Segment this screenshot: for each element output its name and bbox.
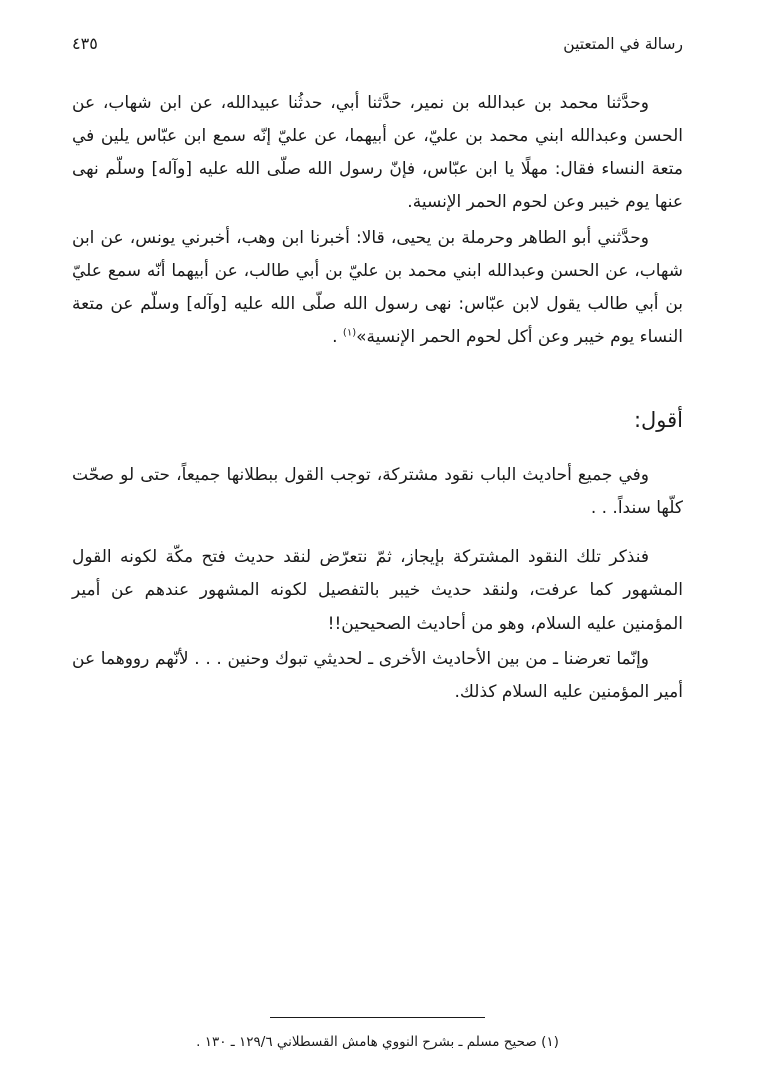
footnote-text: (١) صحيح مسلم ـ بشرح النووي هامش القسطلاني ١٢٩/٦ ـ ١٣٠ .	[196, 1034, 559, 1051]
footnote-area	[72, 1017, 683, 1054]
paragraph: فنذكر تلك النقود المشتركة بإيجاز، ثمّ نتعرّض لنقد حديث فتح مكّة لكونه القول المشهور كما عرفت، ولنقد حديث خيبر بالتفصيل لكونه المشهور عندهم عن أمير المؤمنين عليه السلام، وهو من أحاديث الصحيحين!!	[72, 547, 683, 634]
paragraph: وإنّما تعرضنا ـ من بين الأحاديث الأخرى ـ لحديثي تبوك وحنين . . . لأنّهم رووهما عن أمير المؤمنين عليه السلام كذلك.	[72, 648, 683, 702]
paragraph-text: وحدَّثني أبو الطاهر وحرملة بن يحيى، قالا: أخبرنا ابن وهب، أخبرني يونس، عن ابن شهاب، عن الحسن وعبدالله ابني محمد بن عليّ بن أبي طالب، عن أبيهما أنّه سمع عليّ بن أبي طالب يقول لابن عبّاس: نهى رسول الله صلّى الله عليه [وآله] وسلّم عن متعة النساء يوم خيبر وعن أكل لحوم الحمر الإنسية»	[72, 227, 683, 347]
page-body	[72, 87, 683, 709]
footnote-separator	[270, 1017, 485, 1019]
section-heading: أقول:	[633, 408, 683, 433]
paragraph: وفي جميع أحاديث الباب نقود مشتركة، توجب القول ببطلانها جميعاً، حتى لو صحّت كلّها سنداً. . .	[72, 465, 683, 519]
paragraph: وحدَّثني أبو الطاهر وحرملة بن يحيى، قالا: أخبرنا ابن وهب، أخبرني يونس، عن ابن شهاب، عن الحسن وعبدالله ابني محمد بن عليّ بن أبي طالب، عن أبيهما أنّه سمع عليّ بن أبي طالب يقول لابن عبّاس: نهى رسول الله صلّى الله عليه [وآله] وسلّم عن متعة النساء يوم خيبر وعن أكل لحوم الحمر الإنسية»$^{(١)}$ .	[72, 227, 683, 347]
footnote-marker: (١)	[342, 327, 357, 339]
running-title: رسالة في المتعتين	[563, 35, 683, 53]
paragraph-spacer	[72, 527, 683, 541]
paragraph: وحدَّثنا محمد بن عبدالله بن نمير، حدَّثنا أبي، حدثُنا عبيدالله، عن ابن شهاب، عن الحسن وعبدالله ابني محمد بن عليّ، عن أبيهما، عن عليّ إنّه سمع ابن عبّاس يلين في متعة النساء فقال: مهلًا يا ابن عبّاس، فإنّ رسول الله صلّى الله عليه [وآله] وسلّم نهى عنها يوم خيبر وعن لحوم الحمر الإنسية.	[72, 93, 683, 213]
page-header	[72, 34, 683, 53]
page-number: ٤٣٥	[72, 34, 98, 53]
